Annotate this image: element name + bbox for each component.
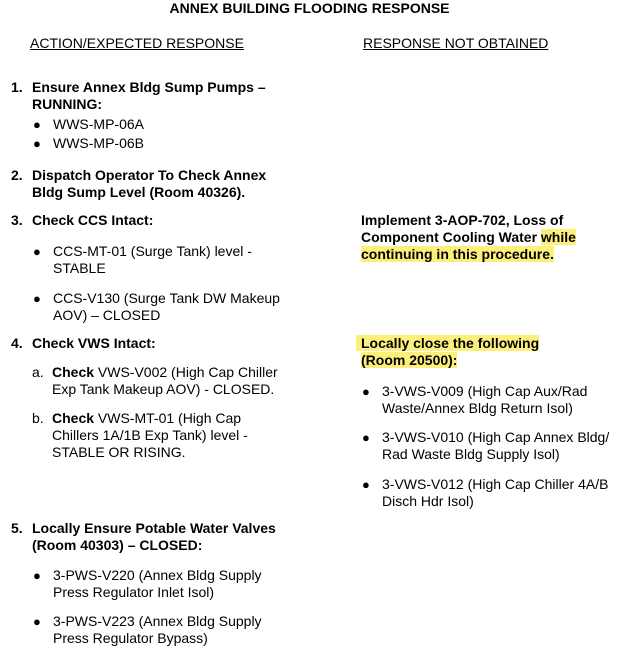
step-2 <box>11 167 311 201</box>
list-item: ● 3-VWS-V012 (High Cap Chiller 4A/B Disch Hdr Isol) <box>362 476 609 509</box>
list-item: ● WWS-MP-06A <box>33 116 144 132</box>
bullet-icon: ● <box>33 117 41 132</box>
bullet-icon: ● <box>362 477 370 492</box>
step-text-line: (Room 40303) – CLOSED: <box>32 537 203 553</box>
step-number: 2. <box>11 167 23 183</box>
substep-b: b. Check VWS-MT-01 (High Cap Chillers 1A/1B Exp Tank) level - STABLE OR RISING. <box>32 410 248 460</box>
step-text-line: Ensure Annex Bldg Sump Pumps – <box>32 79 266 95</box>
action-column-header: ACTION/EXPECTED RESPONSE <box>30 35 244 51</box>
list-item: ● 3-VWS-V010 (High Cap Annex Bldg/ Rad Waste Bldg Supply Isol) <box>362 429 610 462</box>
bullet-icon: ● <box>33 244 41 259</box>
step-text-line: Check CCS Intact: <box>32 212 154 228</box>
step-number: 5. <box>11 520 23 536</box>
bullet-icon: ● <box>362 430 370 445</box>
list-item: ● CCS-MT-01 (Surge Tank) level - STABLE <box>33 243 252 276</box>
step-number: 1. <box>11 79 23 95</box>
highlight: (Room 20500): <box>361 352 458 368</box>
rno-column-header: RESPONSE NOT OBTAINED <box>363 35 549 51</box>
rno-step-4-line <box>361 352 457 369</box>
step-text-line: Bldg Sump Level (Room 40326). <box>32 184 246 200</box>
step-text-line: Check VWS Intact: <box>32 335 156 351</box>
list-item: ● 3-VWS-V009 (High Cap Aux/Rad Waste/Annex Bldg Return Isol) <box>362 383 588 416</box>
list-item: ● 3-PWS-V223 (Annex Bldg Supply Press Regulator Bypass) <box>33 613 262 646</box>
list-item: ● CCS-V130 (Surge Tank DW Makeup AOV) – CLOSED <box>33 290 280 323</box>
bullet-icon: ● <box>33 291 41 306</box>
highlight: Locally close the following <box>356 335 539 351</box>
step-number: 4. <box>11 335 23 351</box>
list-item: ● WWS-MP-06B <box>33 135 144 151</box>
step-text-line: RUNNING: <box>32 96 102 112</box>
rno-step-3-line: Implement 3-AOP-702, Loss of <box>361 212 564 228</box>
substep-a: a. Check VWS-V002 (High Cap Chiller Exp Tank Makeup AOV) - CLOSED. <box>32 364 278 397</box>
bullet-icon: ● <box>33 614 41 629</box>
step-number: 3. <box>11 212 23 228</box>
step-3 <box>11 212 311 229</box>
list-item: ● 3-PWS-V220 (Annex Bldg Supply Press Regulator Inlet Isol) <box>33 567 262 600</box>
highlight: while <box>540 229 576 245</box>
rno-step-4-line <box>356 335 539 352</box>
page-title: ANNEX BUILDING FLOODING RESPONSE <box>169 0 450 16</box>
bullet-icon: ● <box>33 136 41 151</box>
step-text-line: Locally Ensure Potable Water Valves <box>32 520 276 536</box>
rno-step-3-line <box>361 246 554 263</box>
highlight: continuing in this procedure. <box>361 246 554 262</box>
step-4 <box>11 335 311 352</box>
step-text-line: Dispatch Operator To Check Annex <box>32 167 267 183</box>
step-1 <box>11 79 311 113</box>
bullet-icon: ● <box>362 384 370 399</box>
rno-step-3-line: Component Cooling Water while <box>361 229 576 245</box>
step-5 <box>11 520 311 554</box>
bullet-icon: ● <box>33 568 41 583</box>
